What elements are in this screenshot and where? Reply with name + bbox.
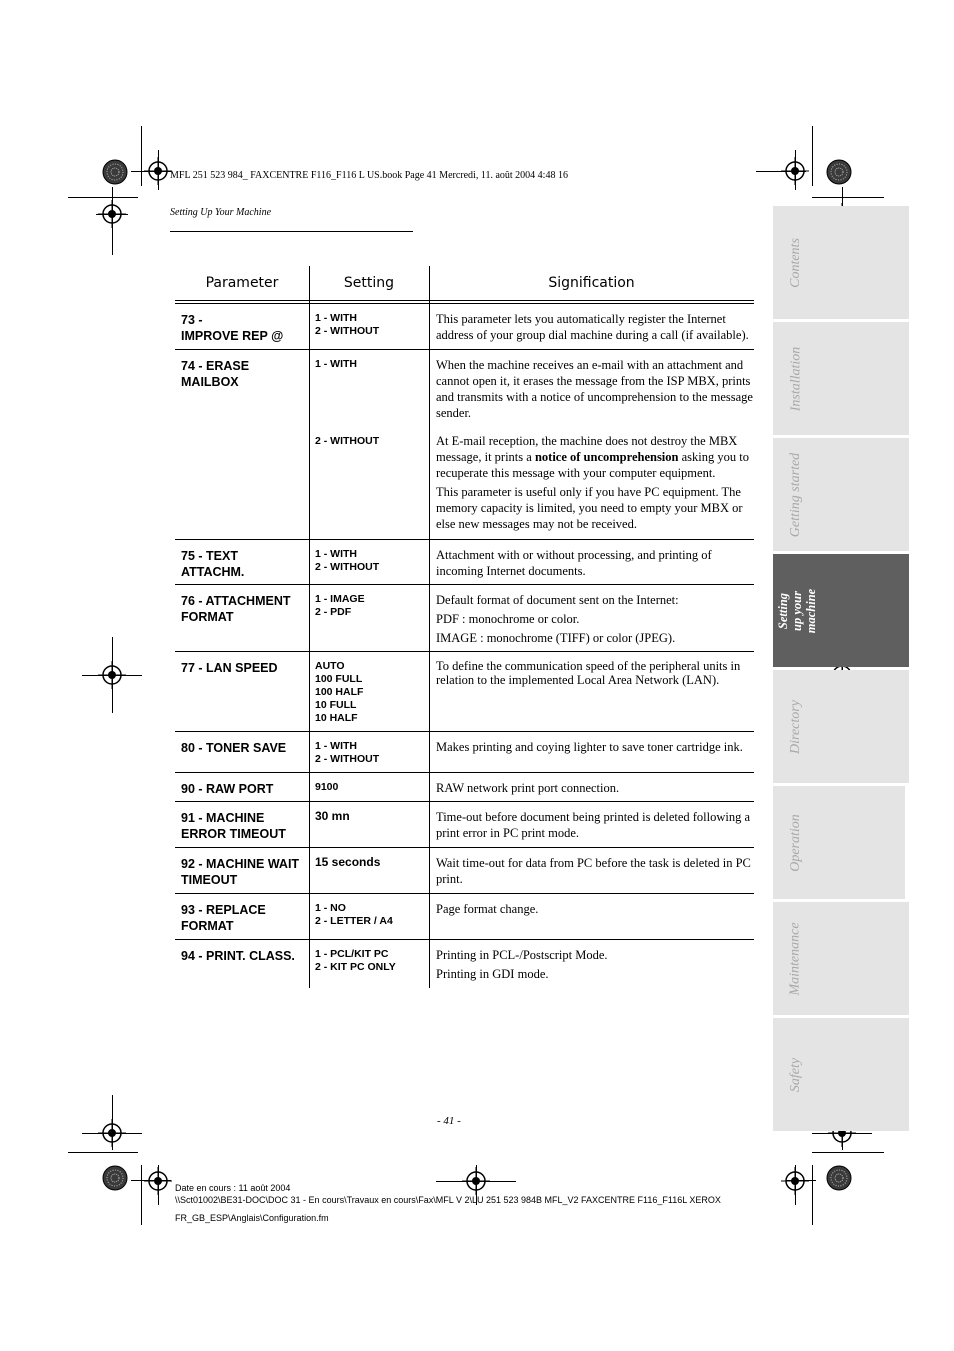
signification-text: Time-out before document being printed is deleted following a print error in PC print mode. — [436, 810, 751, 840]
tab-contents[interactable]: Contents — [773, 206, 909, 319]
registration-target-icon — [462, 1167, 490, 1195]
registration-target-icon — [98, 200, 126, 228]
signification-text: Printing in PCL-/Postscript Mode. Printing in GDI mode. — [436, 948, 608, 981]
setting-options: 15 seconds — [315, 855, 381, 869]
registration-target-icon — [144, 1167, 172, 1195]
parameter-name: 91 - MACHINE ERROR TIMEOUT — [181, 811, 286, 841]
table-row — [175, 940, 754, 988]
setting-options: 1 - WITH 2 - WITHOUT — [315, 312, 380, 337]
signification-text: Attachment with or without processing, and printing of incoming Internet documents. — [436, 548, 712, 578]
table-row — [175, 652, 754, 732]
footer-file: FR_GB_ESP\Anglais\Configuration.fm — [175, 1213, 329, 1223]
color-wheel-icon — [826, 159, 852, 185]
parameter-name: 80 - TONER SAVE — [181, 741, 287, 755]
registration-target-icon — [98, 1119, 126, 1147]
signification-text: This parameter lets you automatically register the Internet address of your group dial machine during a call (if available). — [436, 312, 749, 342]
column-header-signification: Signification — [548, 275, 635, 291]
table-row — [175, 350, 754, 540]
setting-options: 1 - NO 2 - LETTER / A4 — [315, 902, 393, 927]
tab-getting-started[interactable]: Getting started — [773, 438, 909, 551]
setting-option-with: 1 - WITH — [315, 358, 357, 370]
setting-options: 1 - WITH 2 - WITHOUT — [315, 548, 380, 573]
tab-installation[interactable]: Installation — [773, 322, 909, 435]
color-wheel-icon — [826, 1165, 852, 1191]
book-info-line: MFL 251 523 984_ FAXCENTRE F116_F116 L US.book Page 41 Mercredi, 11. août 2004 4:48 16 — [170, 170, 568, 181]
registration-target-icon — [144, 157, 172, 185]
table-row — [175, 894, 754, 940]
page-number: - 41 - — [437, 1115, 461, 1127]
setting-option-without: 2 - WITHOUT — [315, 435, 380, 447]
setting-options: 1 - PCL/KIT PC 2 - KIT PC ONLY — [315, 948, 396, 973]
table-row — [175, 540, 754, 585]
footer-date: Date en cours : 11 août 2004 — [175, 1183, 291, 1193]
parameter-name: 94 - PRINT. CLASS. — [181, 949, 295, 963]
parameter-name: 75 - TEXT ATTACHM. — [181, 549, 245, 579]
running-title: Setting Up Your Machine — [170, 207, 272, 218]
table-row — [175, 732, 754, 773]
table-row — [175, 585, 754, 652]
parameter-name: 74 - ERASE MAILBOX — [181, 359, 250, 389]
parameter-name: 73 - IMPROVE REP @ — [181, 313, 284, 343]
table-row — [175, 773, 754, 802]
table-row — [175, 802, 754, 848]
signification-text: At E-mail reception, the machine does not destroy the MBX message, it prints a notice of uncomprehension asking you to recuperate this message with your computer equipment. This parameter is useful only if you have PC equipment. The memory capacity is limited, you need to empty your MBX or else new messages may not be received. — [436, 434, 749, 531]
registration-target-icon — [98, 661, 126, 689]
setting-options: 30 mn — [315, 809, 350, 823]
tab-setting-up-your-machine[interactable]: Setting up your machine — [773, 554, 909, 667]
signification-text: Wait time-out for data from PC before the task is deleted in PC print. — [436, 856, 751, 886]
color-wheel-icon — [102, 1165, 128, 1191]
signification-text: Makes printing and coying lighter to save toner cartridge ink. — [436, 740, 743, 754]
setting-options: 1 - WITH 2 - WITHOUT — [315, 740, 380, 765]
tab-maintenance[interactable]: Maintenance — [773, 902, 909, 1015]
registration-target-icon — [781, 1167, 809, 1195]
tab-operation[interactable]: Operation — [773, 786, 905, 899]
footer-path: \\Sct01002\BE31-DOC\DOC 31 - En cours\Travaux en cours\Fax\MFL V 2\LU 251 523 984B MFL_V2 FAXCENTRE F116_F116L XEROX — [175, 1195, 721, 1205]
setting-options: 1 - IMAGE 2 - PDF — [315, 593, 365, 618]
parameter-name: 93 - REPLACE FORMAT — [181, 903, 266, 933]
parameter-name: 76 - ATTACHMENT FORMAT — [181, 594, 291, 624]
parameter-name: 90 - RAW PORT — [181, 782, 274, 796]
setting-options: 9100 — [315, 781, 339, 793]
parameter-name: 77 - LAN SPEED — [181, 661, 278, 675]
tab-safety[interactable]: Safety — [773, 1018, 909, 1131]
table-row — [175, 848, 754, 894]
setting-options: AUTO 100 FULL 100 HALF 10 FULL 10 HALF — [315, 660, 364, 724]
tab-directory[interactable]: Directory — [773, 670, 909, 783]
table-header — [175, 266, 754, 301]
signification-text: When the machine receives an e-mail with an attachment and cannot open it, it erases the message from the ISP MBX, prints and transmits with a notice of uncomprehension to the message sender. — [436, 358, 753, 420]
signification-text: Default format of document sent on the Internet: PDF : monochrome or color. IMAGE : monochrome (TIFF) or color (JPEG). — [436, 593, 679, 645]
header-rule — [170, 231, 413, 232]
registration-target-icon — [781, 157, 809, 185]
signification-text: RAW network print port connection. — [436, 781, 620, 795]
color-wheel-icon — [102, 159, 128, 185]
table-row — [175, 304, 754, 350]
parameter-name: 92 - MACHINE WAIT TIMEOUT — [181, 857, 300, 887]
parameter-table — [175, 266, 754, 988]
signification-text: Page format change. — [436, 902, 539, 916]
column-header-parameter: Parameter — [205, 275, 279, 291]
column-header-setting: Setting — [343, 275, 395, 291]
signification-text: To define the communication speed of the peripheral units in relation to the implemented Local Area Network (LAN). — [436, 659, 741, 687]
